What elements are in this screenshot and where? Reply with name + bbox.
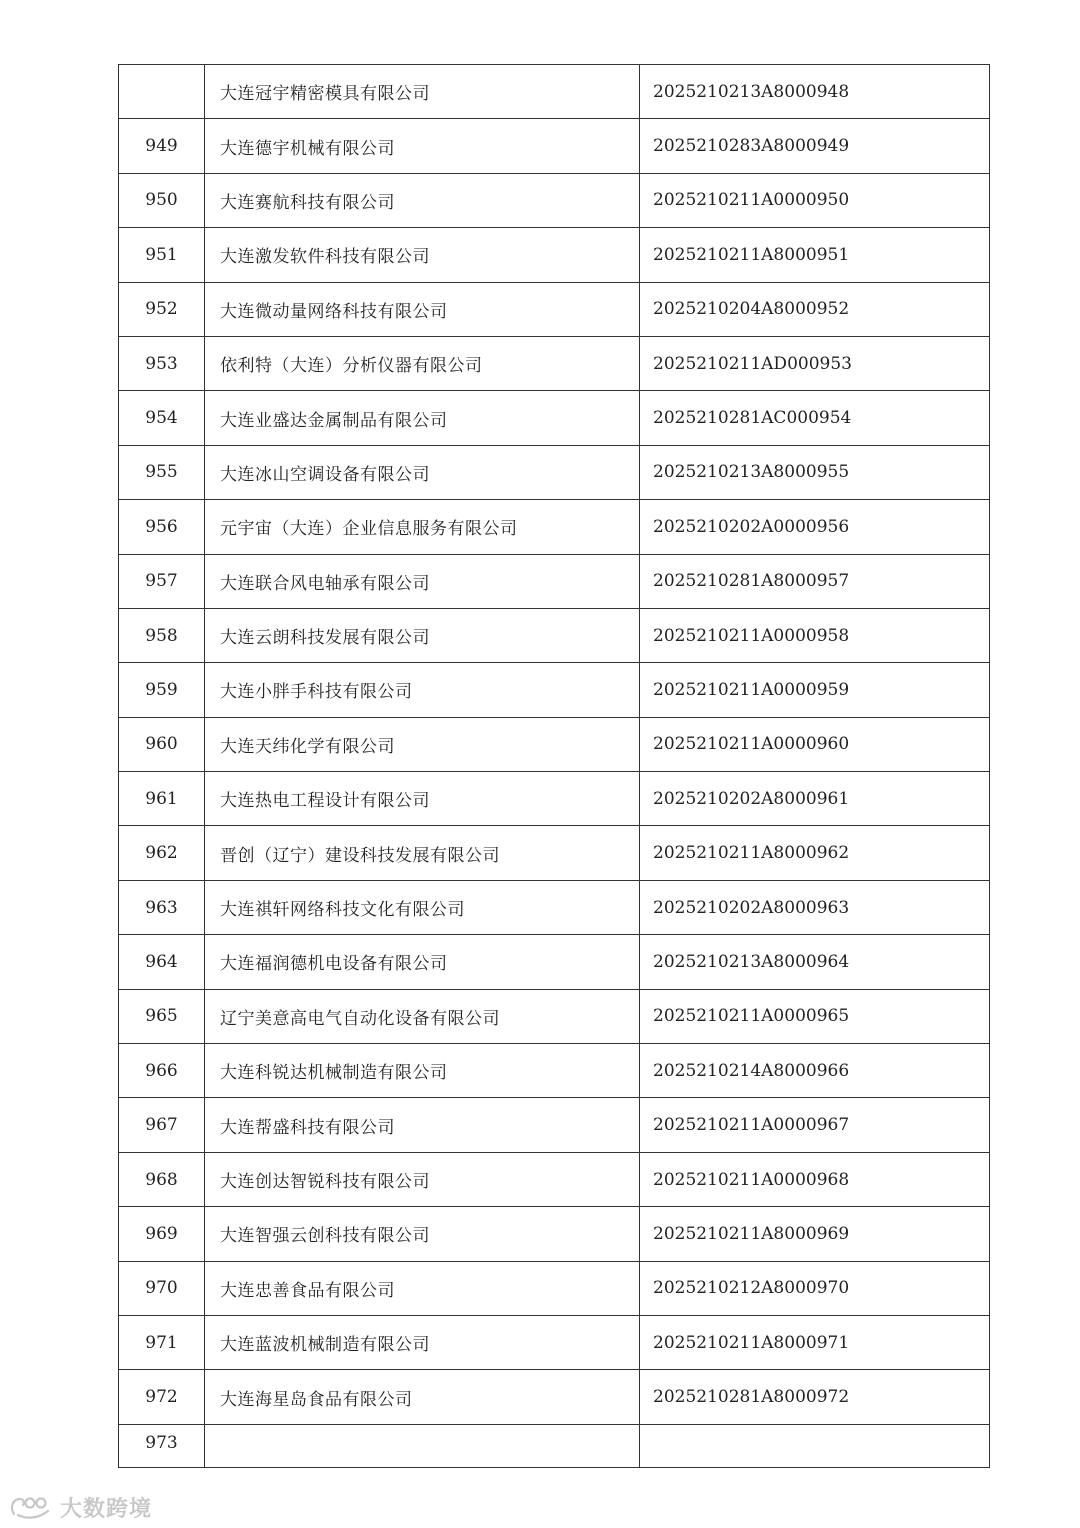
row-company-name: 大连德宇机械有限公司 — [205, 119, 640, 173]
row-seq: 968 — [119, 1152, 205, 1206]
table-row — [119, 282, 990, 336]
table-row — [119, 935, 990, 989]
row-seq: 950 — [119, 173, 205, 227]
row-company-name: 大连创达智锐科技有限公司 — [205, 1152, 640, 1206]
row-company-name: 大连科锐达机械制造有限公司 — [205, 1044, 640, 1098]
row-registration-code: 2025210281A8000957 — [640, 554, 990, 608]
row-registration-code: 2025210214A8000966 — [640, 1044, 990, 1098]
row-registration-code: 2025210211A0000965 — [640, 989, 990, 1043]
table-row — [119, 500, 990, 554]
row-seq: 960 — [119, 717, 205, 771]
table-row — [119, 1261, 990, 1315]
table-row — [119, 1098, 990, 1152]
table-row — [119, 717, 990, 771]
table-body — [119, 65, 990, 1468]
table-row — [119, 880, 990, 934]
row-registration-code: 2025210211A0000960 — [640, 717, 990, 771]
row-registration-code: 2025210211A0000968 — [640, 1152, 990, 1206]
row-seq: 951 — [119, 228, 205, 282]
row-company-name: 大连冰山空调设备有限公司 — [205, 445, 640, 499]
row-registration-code: 2025210202A0000956 — [640, 500, 990, 554]
table-row — [119, 772, 990, 826]
row-registration-code: 2025210202A8000961 — [640, 772, 990, 826]
row-registration-code: 2025210211A8000969 — [640, 1207, 990, 1261]
row-seq: 958 — [119, 608, 205, 662]
row-seq: 973 — [119, 1424, 205, 1467]
row-company-name: 大连冠宇精密模具有限公司 — [205, 65, 640, 119]
row-registration-code: 2025210212A8000970 — [640, 1261, 990, 1315]
table-row — [119, 391, 990, 445]
table-row — [119, 336, 990, 390]
row-seq: 961 — [119, 772, 205, 826]
row-seq: 962 — [119, 826, 205, 880]
row-company-name: 大连微动量网络科技有限公司 — [205, 282, 640, 336]
row-registration-code: 2025210202A8000963 — [640, 880, 990, 934]
row-company-name: 大连蓝波机械制造有限公司 — [205, 1315, 640, 1369]
row-seq: 963 — [119, 880, 205, 934]
row-seq — [119, 65, 205, 119]
table-row — [119, 1424, 990, 1467]
row-seq: 966 — [119, 1044, 205, 1098]
row-company-name: 大连福润德机电设备有限公司 — [205, 935, 640, 989]
row-registration-code: 2025210281AC000954 — [640, 391, 990, 445]
row-seq: 965 — [119, 989, 205, 1043]
table-row — [119, 663, 990, 717]
row-registration-code — [640, 1424, 990, 1467]
row-seq: 957 — [119, 554, 205, 608]
row-company-name: 大连赛航科技有限公司 — [205, 173, 640, 227]
watermark-logo-icon — [8, 1494, 54, 1520]
row-seq: 949 — [119, 119, 205, 173]
row-company-name: 元宇宙（大连）企业信息服务有限公司 — [205, 500, 640, 554]
row-seq: 967 — [119, 1098, 205, 1152]
row-company-name: 大连天纬化学有限公司 — [205, 717, 640, 771]
row-registration-code: 2025210211A0000950 — [640, 173, 990, 227]
table-row — [119, 228, 990, 282]
table-row — [119, 1152, 990, 1206]
row-seq: 969 — [119, 1207, 205, 1261]
row-company-name: 大连小胖手科技有限公司 — [205, 663, 640, 717]
row-registration-code: 2025210211A8000971 — [640, 1315, 990, 1369]
row-seq: 971 — [119, 1315, 205, 1369]
row-company-name: 大连祺轩网络科技文化有限公司 — [205, 880, 640, 934]
table-row — [119, 119, 990, 173]
table-row — [119, 608, 990, 662]
row-company-name: 大连云朗科技发展有限公司 — [205, 608, 640, 662]
table-row — [119, 445, 990, 499]
row-seq: 956 — [119, 500, 205, 554]
row-company-name: 大连忠善食品有限公司 — [205, 1261, 640, 1315]
row-company-name — [205, 1424, 640, 1467]
row-registration-code: 2025210204A8000952 — [640, 282, 990, 336]
row-company-name: 晋创（辽宁）建设科技发展有限公司 — [205, 826, 640, 880]
row-seq: 952 — [119, 282, 205, 336]
table-row — [119, 1315, 990, 1369]
row-company-name: 大连联合风电轴承有限公司 — [205, 554, 640, 608]
row-registration-code: 2025210283A8000949 — [640, 119, 990, 173]
row-company-name: 依利特（大连）分析仪器有限公司 — [205, 336, 640, 390]
row-seq: 964 — [119, 935, 205, 989]
row-company-name: 大连业盛达金属制品有限公司 — [205, 391, 640, 445]
row-seq: 953 — [119, 336, 205, 390]
row-seq: 954 — [119, 391, 205, 445]
row-seq: 955 — [119, 445, 205, 499]
company-list-table — [118, 64, 990, 1468]
row-seq: 970 — [119, 1261, 205, 1315]
row-company-name: 辽宁美意高电气自动化设备有限公司 — [205, 989, 640, 1043]
row-registration-code: 2025210213A8000955 — [640, 445, 990, 499]
watermark-text: 大数跨境 — [60, 1496, 153, 1522]
row-registration-code: 2025210211A8000951 — [640, 228, 990, 282]
row-company-name: 大连海星岛食品有限公司 — [205, 1370, 640, 1424]
table-row — [119, 1044, 990, 1098]
row-company-name: 大连热电工程设计有限公司 — [205, 772, 640, 826]
table-row — [119, 65, 990, 119]
row-registration-code: 2025210213A8000948 — [640, 65, 990, 119]
table-row — [119, 1370, 990, 1424]
row-seq: 959 — [119, 663, 205, 717]
row-company-name: 大连帮盛科技有限公司 — [205, 1098, 640, 1152]
table-row — [119, 554, 990, 608]
table-row — [119, 1207, 990, 1261]
table-row — [119, 989, 990, 1043]
table-row — [119, 173, 990, 227]
watermark — [8, 1492, 152, 1522]
row-registration-code: 2025210211AD000953 — [640, 336, 990, 390]
row-company-name: 大连激发软件科技有限公司 — [205, 228, 640, 282]
row-registration-code: 2025210211A8000962 — [640, 826, 990, 880]
row-company-name: 大连智强云创科技有限公司 — [205, 1207, 640, 1261]
row-seq: 972 — [119, 1370, 205, 1424]
table-row — [119, 826, 990, 880]
row-registration-code: 2025210211A0000967 — [640, 1098, 990, 1152]
row-registration-code: 2025210213A8000964 — [640, 935, 990, 989]
row-registration-code: 2025210281A8000972 — [640, 1370, 990, 1424]
row-registration-code: 2025210211A0000959 — [640, 663, 990, 717]
row-registration-code: 2025210211A0000958 — [640, 608, 990, 662]
